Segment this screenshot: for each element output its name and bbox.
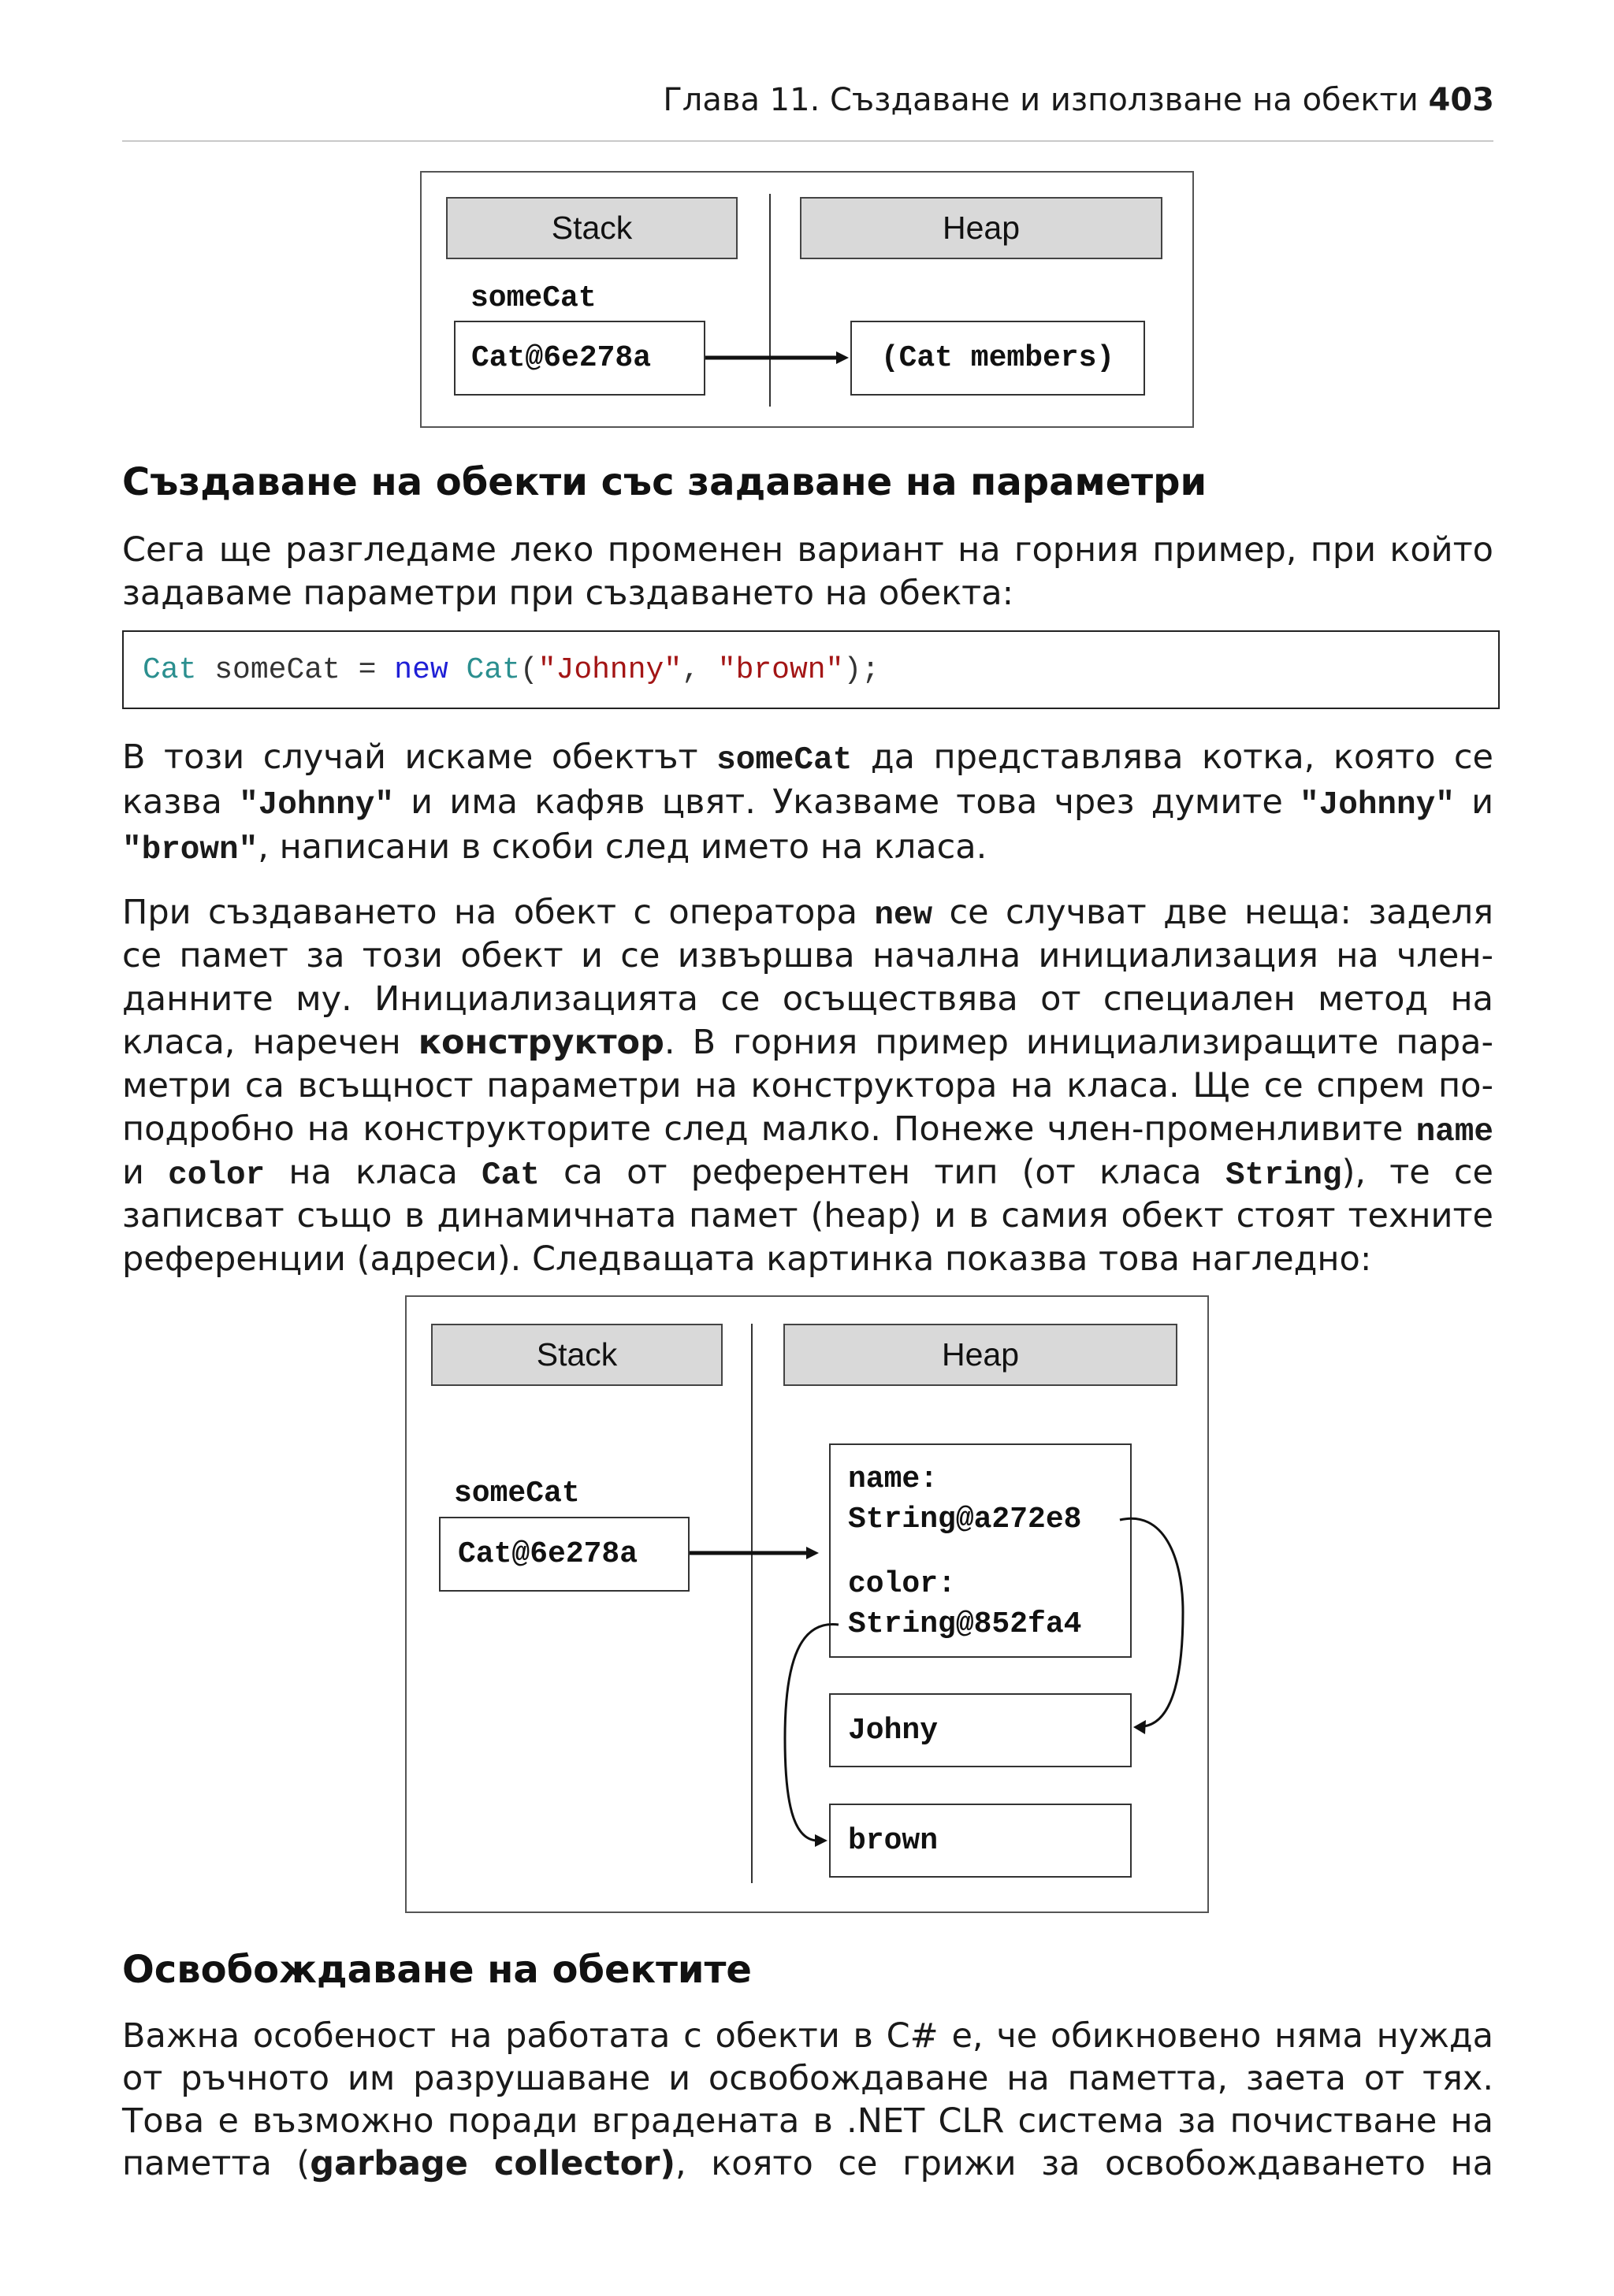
text-line: задаваме параметри при създаването на обекта: <box>122 574 1014 613</box>
section-heading-params: Създаване на обекти със задаване на параметри <box>122 460 1207 504</box>
variable-name: someCat <box>454 1477 580 1510</box>
stack-heap-diagram-2 <box>405 1295 1209 1913</box>
text-line: Това е възможно поради вградената в .NET CLR система за почистване на <box>122 2101 1493 2141</box>
text-line: записват също в динамичната памет (heap) и в самия обект стоят техните <box>122 1196 1493 1235</box>
chapter-title: Глава 11. Създаване и използване на обекти <box>663 82 1419 118</box>
text-line: данните му. Инициализацията се осъществява от специален метод на <box>122 979 1493 1019</box>
paragraph-case-description <box>122 735 1493 870</box>
text-line: и color на класа Cat са от референтен тип (от класа String), те се <box>122 1153 1493 1194</box>
code-token-plain: , <box>682 652 718 687</box>
reference-arrows <box>407 1297 1207 1911</box>
text-line: от ръчното им разрушаване и освобождаване на паметта, заета от тях. <box>122 2059 1493 2098</box>
variable-reference: Cat@6e278a <box>458 1537 638 1571</box>
reference-arrow <box>422 173 1192 426</box>
code-token-keyword: new <box>394 652 448 687</box>
text-line: "brown", написани в скоби след името на класа. <box>122 827 987 868</box>
text-line: казва "Johnny" и има кафяв цвят. Указваме това чрез думите "Johnny" и <box>122 782 1494 823</box>
text-line: паметта (garbage collector), която се грижи за освобождаването на <box>122 2144 1493 2183</box>
stack-header: Stack <box>446 197 738 259</box>
text-line: При създаването на обект с оператора new се случват две неща: заделя <box>122 893 1493 934</box>
code-token-plain: ( <box>519 652 538 687</box>
text-line: Важна особеност на работата с обекти в C# е, че обикновено няма нужда <box>122 2016 1493 2056</box>
text-line: се памет за този обект и се извършва начална инициализация на член- <box>122 936 1493 975</box>
text-line: В този случай искаме обектът someCat да представлява котка, която се <box>122 737 1493 778</box>
variable-name: someCat <box>470 281 597 315</box>
intro-paragraph <box>122 529 1493 615</box>
code-snippet <box>122 630 1500 709</box>
code-token-plain: ); <box>843 652 880 687</box>
text-line: референции (адреси). Следващата картинка показва това нагледно: <box>122 1239 1372 1279</box>
field-color-reference: String@852fa4 <box>848 1607 1082 1641</box>
field-name-label: name: <box>848 1462 939 1496</box>
paragraph-constructor <box>122 891 1493 1281</box>
string-value-johny: Johny <box>848 1713 939 1748</box>
heap-header: Heap <box>783 1324 1177 1386</box>
stack-header: Stack <box>431 1324 723 1386</box>
text-line: класа, наречен конструктор. В горния пример инициализиращите пара- <box>122 1023 1494 1062</box>
running-header <box>663 82 1494 118</box>
page-number: 403 <box>1428 82 1494 118</box>
variable-reference: Cat@6e278a <box>471 341 652 375</box>
text-line: метри са всъщност параметри на конструктора на класа. Ще се спрем по- <box>122 1066 1493 1105</box>
code-token-plain: someCat = <box>196 652 395 687</box>
field-color-label: color: <box>848 1567 956 1601</box>
text-line: подробно на конструкторите след малко. Понеже член-променливите name <box>122 1109 1493 1150</box>
field-name-reference: String@a272e8 <box>848 1503 1082 1536</box>
code-token-type: Cat <box>448 652 520 687</box>
code-token-string: "brown" <box>717 652 844 687</box>
paragraph-garbage-collection <box>122 2015 1493 2185</box>
header-divider <box>122 140 1493 142</box>
stack-heap-diagram-1 <box>420 171 1194 428</box>
heap-header: Heap <box>800 197 1162 259</box>
string-value-brown: brown <box>848 1823 939 1858</box>
text-line: Сега ще разгледаме леко променен вариант на горния пример, при който <box>122 530 1493 570</box>
code-token-string: "Johnny" <box>537 652 682 687</box>
section-heading-release: Освобождаване на обектите <box>122 1948 752 1992</box>
code-token-type: Cat <box>143 652 197 687</box>
heap-object-label: (Cat members) <box>880 341 1115 375</box>
